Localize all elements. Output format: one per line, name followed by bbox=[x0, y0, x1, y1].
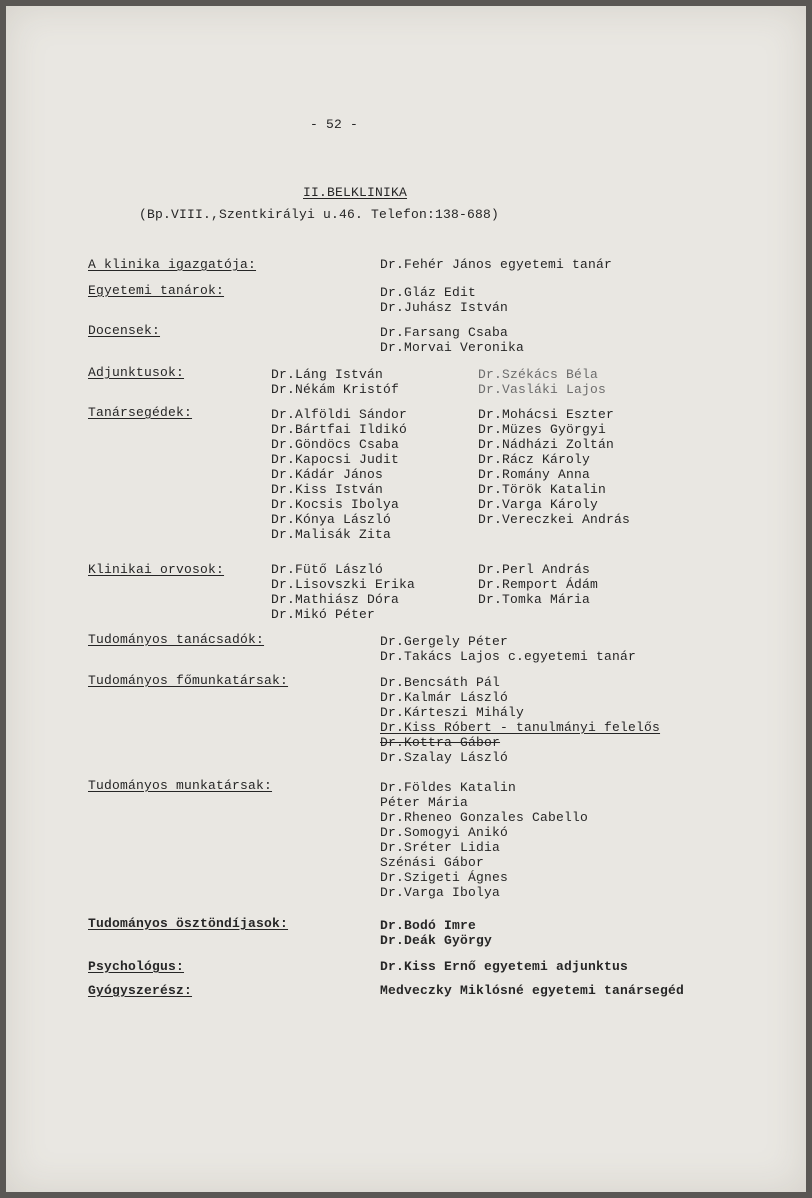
psychologist-name: Dr.Kiss Ernő egyetemi adjunktus bbox=[380, 959, 629, 974]
assistant-name: Dr.Kocsis Ibolya bbox=[271, 497, 400, 512]
docent-name: Dr.Morvai Veronika bbox=[380, 340, 525, 355]
clinical-doctor-name: Dr.Perl András bbox=[478, 562, 591, 577]
professor-name: Dr.Gláz Edit bbox=[380, 285, 477, 300]
assistant-name: Dr.Rácz Károly bbox=[478, 452, 591, 467]
sci-senior-name: Dr.Kalmár László bbox=[380, 690, 509, 705]
clinical-doctor-name: Dr.Remport Ádám bbox=[478, 577, 599, 592]
clinical-doctor-name: Dr.Mathiász Dóra bbox=[271, 592, 400, 607]
section-label-clinical-doctors: Klinikai orvosok: bbox=[88, 562, 225, 577]
docent-name: Dr.Farsang Csaba bbox=[380, 325, 509, 340]
scholar-name: Dr.Deák György bbox=[380, 933, 493, 948]
sci-advisor-name: Dr.Takács Lajos c.egyetemi tanár bbox=[380, 649, 637, 664]
page-number: - 52 - bbox=[310, 117, 359, 132]
section-label-sci-senior: Tudományos főmunkatársak: bbox=[88, 673, 289, 688]
assistant-name: Dr.Malisák Zita bbox=[271, 527, 392, 542]
assistant-name: Dr.Varga Károly bbox=[478, 497, 599, 512]
sci-staff-name: Dr.Somogyi Anikó bbox=[380, 825, 509, 840]
section-label-sci-staff: Tudományos munkatársak: bbox=[88, 778, 273, 793]
section-label-psychologist: Psychológus: bbox=[88, 959, 185, 974]
assistant-name: Dr.Mohácsi Eszter bbox=[478, 407, 615, 422]
assistant-name: Dr.Nádházi Zoltán bbox=[478, 437, 615, 452]
sci-staff-name: Dr.Rheneo Gonzales Cabello bbox=[380, 810, 589, 825]
sci-advisor-name: Dr.Gergely Péter bbox=[380, 634, 509, 649]
assistant-name: Dr.Göndöcs Csaba bbox=[271, 437, 400, 452]
clinical-doctor-name: Dr.Fütő László bbox=[271, 562, 384, 577]
adjunct-name: Dr.Vasláki Lajos bbox=[478, 382, 607, 397]
section-label-adjuncts: Adjunktusok: bbox=[88, 365, 185, 380]
professor-name: Dr.Juhász István bbox=[380, 300, 509, 315]
sci-staff-name: Dr.Szigeti Ágnes bbox=[380, 870, 509, 885]
adjunct-name: Dr.Székács Béla bbox=[478, 367, 599, 382]
sci-senior-name: Dr.Kiss Róbert - tanulmányi felelős bbox=[380, 720, 661, 735]
section-label-docents: Docensek: bbox=[88, 323, 161, 338]
section-label-sci-advisors: Tudományos tanácsadók: bbox=[88, 632, 265, 647]
section-label-director: A klinika igazgatója: bbox=[88, 257, 257, 272]
pharmacist-name: Medveczky Miklósné egyetemi tanársegéd bbox=[380, 983, 685, 998]
clinic-name: II.BELKLINIKA bbox=[303, 185, 408, 200]
section-label-pharmacist: Gyógyszerész: bbox=[88, 983, 193, 998]
assistant-name: Dr.Bártfai Ildikó bbox=[271, 422, 408, 437]
assistant-name: Dr.Kádár János bbox=[271, 467, 384, 482]
section-label-assistants: Tanársegédek: bbox=[88, 405, 193, 420]
clinical-doctor-name: Dr.Mikó Péter bbox=[271, 607, 376, 622]
sci-senior-name: Dr.Kárteszi Mihály bbox=[380, 705, 525, 720]
sci-staff-name: Dr.Sréter Lidia bbox=[380, 840, 501, 855]
sci-senior-name: Dr.Bencsáth Pál bbox=[380, 675, 501, 690]
assistant-name: Dr.Alföldi Sándor bbox=[271, 407, 408, 422]
section-label-scholars: Tudományos ösztöndíjasok: bbox=[88, 916, 289, 931]
assistant-name: Dr.Romány Anna bbox=[478, 467, 591, 482]
sci-staff-name: Dr.Földes Katalin bbox=[380, 780, 517, 795]
adjunct-name: Dr.Láng István bbox=[271, 367, 384, 382]
sci-senior-name: Dr.Szalay László bbox=[380, 750, 509, 765]
sci-staff-name: Dr.Varga Ibolya bbox=[380, 885, 501, 900]
sci-staff-name: Szénási Gábor bbox=[380, 855, 485, 870]
assistant-name: Dr.Müzes Györgyi bbox=[478, 422, 607, 437]
document-page bbox=[6, 6, 806, 1192]
director-name: Dr.Fehér János egyetemi tanár bbox=[380, 257, 613, 272]
sci-senior-name: Dr.Kottra Gábor bbox=[380, 735, 501, 750]
adjunct-name: Dr.Nékám Kristóf bbox=[271, 382, 400, 397]
assistant-name: Dr.Vereczkei András bbox=[478, 512, 631, 527]
assistant-name: Dr.Kiss István bbox=[271, 482, 384, 497]
scholar-name: Dr.Bodó Imre bbox=[380, 918, 477, 933]
assistant-name: Dr.Török Katalin bbox=[478, 482, 607, 497]
assistant-name: Dr.Kapocsi Judit bbox=[271, 452, 400, 467]
clinical-doctor-name: Dr.Tomka Mária bbox=[478, 592, 591, 607]
sci-staff-name: Péter Mária bbox=[380, 795, 469, 810]
section-label-professors: Egyetemi tanárok: bbox=[88, 283, 225, 298]
clinic-address: (Bp.VIII.,Szentkirályi u.46. Telefon:138-688) bbox=[139, 207, 500, 222]
assistant-name: Dr.Kónya László bbox=[271, 512, 392, 527]
clinical-doctor-name: Dr.Lisovszki Erika bbox=[271, 577, 416, 592]
